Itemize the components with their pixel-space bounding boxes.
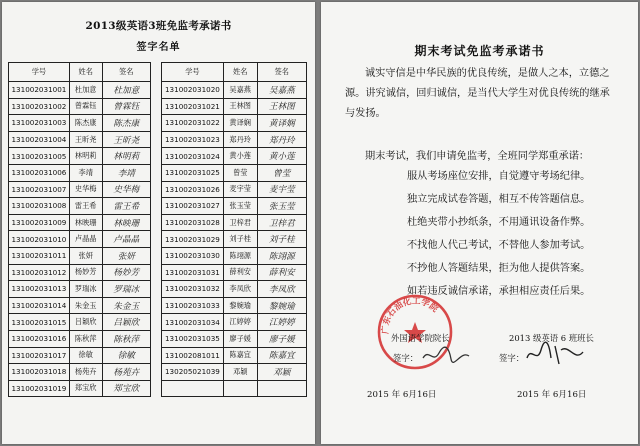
table-row bbox=[9, 314, 151, 331]
table-row bbox=[9, 181, 151, 198]
table-row bbox=[9, 247, 151, 264]
signature-cell: 刘子桂 bbox=[257, 231, 306, 248]
pledge-item: 独立完成试卷答题，相互不传答题信息。 bbox=[407, 194, 591, 205]
student-name-cell: 曾霖钰 bbox=[69, 98, 102, 115]
student-id-cell: 131002031008 bbox=[9, 198, 70, 215]
signature-cell: 薛利安 bbox=[257, 264, 306, 281]
table-row bbox=[162, 314, 307, 331]
signature-cell: 杨苑卉 bbox=[102, 364, 150, 381]
student-id-cell: 131002031013 bbox=[9, 281, 70, 298]
student-id-cell: 131002081011 bbox=[162, 347, 224, 364]
student-name-cell: 林明莉 bbox=[69, 148, 102, 165]
signature-cell: 黎婉瑜 bbox=[257, 297, 306, 314]
signature-cell: 张玉莹 bbox=[257, 198, 306, 215]
student-name-cell: 陈翊源 bbox=[223, 247, 257, 264]
dean-signature-label: 签字： bbox=[393, 353, 419, 363]
student-id-cell: 131002031010 bbox=[9, 231, 70, 248]
table-row bbox=[9, 264, 151, 281]
student-id-cell: 131002031007 bbox=[9, 181, 70, 198]
signature-cell: 吴嘉燕 bbox=[257, 82, 306, 99]
student-id-cell: 131002031024 bbox=[162, 148, 224, 165]
pledge-page bbox=[321, 2, 638, 444]
table-row bbox=[162, 82, 307, 99]
student-id-cell: 131002031033 bbox=[162, 297, 224, 314]
signature-cell: 杨妙芳 bbox=[102, 264, 150, 281]
table-row bbox=[9, 297, 151, 314]
signature-cell: 江婷婷 bbox=[257, 314, 306, 331]
student-id-cell bbox=[162, 380, 224, 397]
student-id-cell: 131002031020 bbox=[162, 82, 224, 99]
student-id-cell: 131002031026 bbox=[162, 181, 224, 198]
signature-table-right bbox=[161, 62, 307, 397]
table-row bbox=[162, 164, 307, 181]
table-row bbox=[162, 330, 307, 347]
signature-cell: 廖子媛 bbox=[257, 330, 306, 347]
signature-list-title: 2013级英语3班免监考承诺书 bbox=[85, 20, 232, 32]
table-row bbox=[9, 98, 151, 115]
student-id-cell: 131002031023 bbox=[162, 131, 224, 148]
table-row bbox=[9, 148, 151, 165]
student-name-cell: 雷王希 bbox=[69, 198, 102, 215]
student-name-cell: 陈嘉宜 bbox=[223, 347, 257, 364]
table-row bbox=[162, 380, 307, 397]
student-id-cell: 131002031032 bbox=[162, 281, 224, 298]
student-id-cell: 131002031028 bbox=[162, 214, 224, 231]
table-row bbox=[162, 281, 307, 298]
student-name-cell: 郑宝欣 bbox=[69, 380, 102, 397]
pledge-intro-paragraph: 诚实守信是中华民族的优良传统，是做人之本，立德之源。讲究诚信，回归诚信，是当代大学生对优良传统的继承与发扬。 bbox=[345, 68, 610, 119]
signature-cell: 曾霖钰 bbox=[102, 98, 150, 115]
pledge-item: 杜绝夹带小抄纸条，不用通讯设备作弊。 bbox=[407, 217, 591, 228]
student-name-cell bbox=[223, 380, 257, 397]
student-name-cell: 杜加意 bbox=[69, 82, 102, 99]
table-row bbox=[9, 330, 151, 347]
signature-cell: 史华梅 bbox=[102, 181, 150, 198]
student-id-cell: 131002031003 bbox=[9, 115, 70, 132]
student-id-cell: 131002031004 bbox=[9, 131, 70, 148]
table-row bbox=[162, 148, 307, 165]
pledge-item: 不找他人代己考试，不替他人参加考试。 bbox=[407, 240, 591, 251]
pledge-item: 服从考场座位安排，自觉遵守考场纪律。 bbox=[407, 171, 591, 182]
table-row bbox=[9, 131, 151, 148]
signature-cell: 林映珊 bbox=[102, 214, 150, 231]
signature-list-page bbox=[2, 2, 315, 444]
svg-text:广东石油化工学院: 广东石油化工学院 bbox=[380, 296, 440, 335]
student-id-cell: 131002031030 bbox=[162, 247, 224, 264]
table-row bbox=[9, 164, 151, 181]
student-id-cell: 131002031014 bbox=[9, 297, 70, 314]
table-row bbox=[162, 98, 307, 115]
signature-cell: 吕颖欣 bbox=[102, 314, 150, 331]
monitor-sign-date: 2015 年 6月16日 bbox=[517, 390, 587, 400]
student-id-cell: 131002031035 bbox=[162, 330, 224, 347]
table-row bbox=[9, 364, 151, 381]
student-name-cell: 黄小莲 bbox=[223, 148, 257, 165]
student-name-cell: 廖子媛 bbox=[223, 330, 257, 347]
student-name-cell: 麦宇莹 bbox=[223, 181, 257, 198]
signature-cell: 林明莉 bbox=[102, 148, 150, 165]
header-signature: 签名 bbox=[257, 63, 306, 82]
header-name: 姓名 bbox=[223, 63, 257, 82]
table-header-row bbox=[9, 63, 151, 82]
signature-cell: 卫梓君 bbox=[257, 214, 306, 231]
student-id-cell: 131002031025 bbox=[162, 164, 224, 181]
signature-cell: 陈杰康 bbox=[102, 115, 150, 132]
student-name-cell: 薛利安 bbox=[223, 264, 257, 281]
table-row bbox=[162, 347, 307, 364]
student-name-cell: 徐敏 bbox=[69, 347, 102, 364]
dean-sign-date: 2015 年 6月16日 bbox=[367, 390, 437, 400]
student-id-cell: 130205021039 bbox=[162, 364, 224, 381]
table-row bbox=[162, 115, 307, 132]
pledge-item: 如若违反诚信承诺，承担相应责任后果。 bbox=[407, 286, 591, 297]
signature-cell: 罗瑞冰 bbox=[102, 281, 150, 298]
table-row bbox=[9, 82, 151, 99]
student-id-cell: 131002031017 bbox=[9, 347, 70, 364]
student-id-cell: 131002031006 bbox=[9, 164, 70, 181]
signature-cell: 王林图 bbox=[257, 98, 306, 115]
signature-cell: 陈翊源 bbox=[257, 247, 306, 264]
student-name-cell: 吴嘉燕 bbox=[223, 82, 257, 99]
table-row bbox=[162, 247, 307, 264]
signature-cell: 王昕尧 bbox=[102, 131, 150, 148]
student-id-cell: 131002031022 bbox=[162, 115, 224, 132]
student-id-cell: 131002031005 bbox=[9, 148, 70, 165]
signature-cell: 陈嘉宜 bbox=[257, 347, 306, 364]
dean-signature-scribble bbox=[421, 344, 471, 366]
student-name-cell: 陈杰康 bbox=[69, 115, 102, 132]
table-row bbox=[162, 231, 307, 248]
student-id-cell: 131002031015 bbox=[9, 314, 70, 331]
signature-cell: 黄译娴 bbox=[257, 115, 306, 132]
signature-cell: 郑宝欣 bbox=[102, 380, 150, 397]
student-name-cell: 江婷婷 bbox=[223, 314, 257, 331]
student-id-cell: 131002031018 bbox=[9, 364, 70, 381]
signature-cell: 郑丹玲 bbox=[257, 131, 306, 148]
student-id-cell: 131002031002 bbox=[9, 98, 70, 115]
table-row bbox=[162, 264, 307, 281]
signature-cell: 麦宇莹 bbox=[257, 181, 306, 198]
student-name-cell: 张妍 bbox=[69, 247, 102, 264]
student-id-cell: 131002031016 bbox=[9, 330, 70, 347]
table-row bbox=[9, 347, 151, 364]
student-id-cell: 131002031019 bbox=[9, 380, 70, 397]
student-id-cell: 131002031012 bbox=[9, 264, 70, 281]
header-name: 姓名 bbox=[69, 63, 102, 82]
student-name-cell: 王昕尧 bbox=[69, 131, 102, 148]
table-row bbox=[9, 380, 151, 397]
monitor-signature-label: 签字： bbox=[499, 353, 525, 363]
table-row bbox=[162, 131, 307, 148]
student-id-cell: 131002031021 bbox=[162, 98, 224, 115]
student-id-cell: 131002031034 bbox=[162, 314, 224, 331]
table-row bbox=[9, 231, 151, 248]
student-name-cell: 李靖 bbox=[69, 164, 102, 181]
signature-cell: 朱金玉 bbox=[102, 297, 150, 314]
monitor-title: 2013 级英语 6 班班长 bbox=[509, 333, 594, 343]
pledge-item: 不抄他人答题结果，拒为他人提供答案。 bbox=[407, 263, 591, 274]
table-row bbox=[9, 214, 151, 231]
signature-list-subtitle: 签字名单 bbox=[136, 42, 181, 53]
student-id-cell: 131002031011 bbox=[9, 247, 70, 264]
signature-table-left bbox=[8, 62, 151, 397]
student-name-cell: 李凤欣 bbox=[223, 281, 257, 298]
pledge-lead-paragraph: 期末考试，我们申请免监考，全班同学郑重承诺： bbox=[365, 151, 590, 162]
student-name-cell: 朱金玉 bbox=[69, 297, 102, 314]
header-student-id: 学号 bbox=[9, 63, 70, 82]
student-name-cell: 黄译娴 bbox=[223, 115, 257, 132]
table-row bbox=[9, 198, 151, 215]
student-name-cell: 邓颖 bbox=[223, 364, 257, 381]
student-name-cell: 罗瑞冰 bbox=[69, 281, 102, 298]
student-name-cell: 张玉莹 bbox=[223, 198, 257, 215]
student-id-cell: 131002031009 bbox=[9, 214, 70, 231]
table-row bbox=[162, 297, 307, 314]
monitor-signature-scribble bbox=[525, 340, 585, 368]
header-signature: 签名 bbox=[102, 63, 150, 82]
student-id-cell: 131002031027 bbox=[162, 198, 224, 215]
signature-cell bbox=[257, 380, 306, 397]
signature-cell: 张妍 bbox=[102, 247, 150, 264]
table-row bbox=[162, 198, 307, 215]
signature-cell: 杜加意 bbox=[102, 82, 150, 99]
signature-cell: 李凤欣 bbox=[257, 281, 306, 298]
dean-title: 外国语学院院长 bbox=[391, 333, 450, 343]
student-name-cell: 卫梓君 bbox=[223, 214, 257, 231]
student-name-cell: 刘子桂 bbox=[223, 231, 257, 248]
signature-cell: 邓颖 bbox=[257, 364, 306, 381]
student-name-cell: 黎婉瑜 bbox=[223, 297, 257, 314]
signature-cell: 雷王希 bbox=[102, 198, 150, 215]
table-row bbox=[9, 115, 151, 132]
student-name-cell: 陈秋萍 bbox=[69, 330, 102, 347]
student-name-cell: 郑丹玲 bbox=[223, 131, 257, 148]
signature-cell: 李靖 bbox=[102, 164, 150, 181]
student-name-cell: 王林图 bbox=[223, 98, 257, 115]
signature-cell: 黄小莲 bbox=[257, 148, 306, 165]
student-name-cell: 曾莹 bbox=[223, 164, 257, 181]
table-header-row bbox=[162, 63, 307, 82]
signature-cell: 曾莹 bbox=[257, 164, 306, 181]
table-row bbox=[9, 281, 151, 298]
student-name-cell: 杨苑卉 bbox=[69, 364, 102, 381]
student-id-cell: 131002031031 bbox=[162, 264, 224, 281]
student-name-cell: 卢晶晶 bbox=[69, 231, 102, 248]
signature-cell: 陈秋萍 bbox=[102, 330, 150, 347]
student-id-cell: 131002031029 bbox=[162, 231, 224, 248]
signature-cell: 卢晶晶 bbox=[102, 231, 150, 248]
student-name-cell: 林映珊 bbox=[69, 214, 102, 231]
student-name-cell: 吕颖欣 bbox=[69, 314, 102, 331]
table-row bbox=[162, 364, 307, 381]
pledge-title: 期末考试免监考承诺书 bbox=[414, 44, 545, 58]
student-name-cell: 杨妙芳 bbox=[69, 264, 102, 281]
signature-cell: 徐敏 bbox=[102, 347, 150, 364]
table-row bbox=[162, 181, 307, 198]
header-student-id: 学号 bbox=[162, 63, 224, 82]
student-name-cell: 史华梅 bbox=[69, 181, 102, 198]
student-id-cell: 131002031001 bbox=[9, 82, 70, 99]
table-row bbox=[162, 214, 307, 231]
